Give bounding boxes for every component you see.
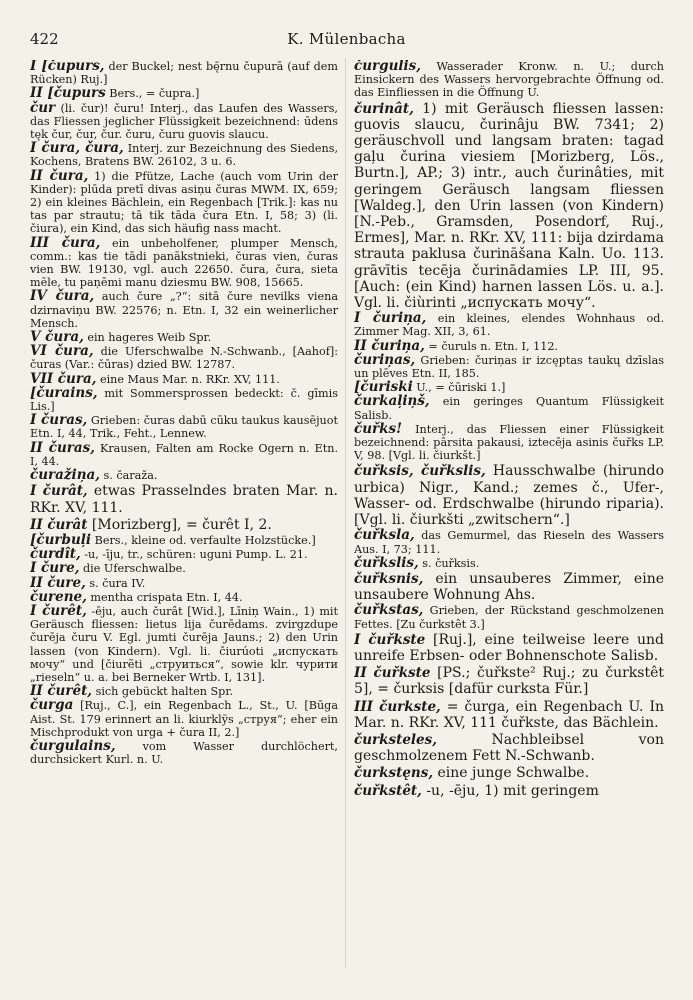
entry-headword: čurga bbox=[30, 697, 74, 714]
entry-headword: II čuriņa, bbox=[354, 337, 425, 354]
entry-text: mentha crispata Etn. I, 44. bbox=[86, 590, 243, 604]
entry-headword: VI čura, bbox=[30, 343, 94, 360]
dictionary-entry bbox=[354, 632, 664, 664]
dictionary-entry bbox=[30, 737, 338, 767]
entry-headword: čuřks! bbox=[354, 420, 403, 437]
entry-headword: I čuřkste bbox=[354, 631, 426, 648]
entry-text: -u, -ēju, 1) mit geringem bbox=[421, 782, 599, 799]
dictionary-entry bbox=[30, 469, 338, 482]
entry-headword: II čurêt, bbox=[30, 683, 93, 700]
dictionary-entry bbox=[354, 783, 664, 799]
entry-text: [PS.; čuřkste² Ruj.; zu čurkstêt 5], = čurksis [dafür curksta Für.] bbox=[354, 665, 664, 698]
dictionary-entry bbox=[30, 699, 338, 739]
entry-text: 1) die Pfütze, Lache (auch vom Urin der Kinder): plūda pretī divas asiņu čuras MWM. IX, 659; 2) ein kleines Bächlein, ein Regenbach [Trik.]: kas nu tas par strautu; tā tik tāda čura Etn. I, 58; 3) (li. čiura), ein Kind, das sich häufig nass macht. bbox=[30, 169, 338, 236]
page-number: 422 bbox=[30, 30, 59, 48]
dictionary-entry bbox=[30, 602, 338, 684]
dictionary-entry bbox=[354, 665, 664, 697]
dictionary-entry bbox=[354, 604, 664, 630]
dictionary-entry bbox=[354, 101, 664, 312]
page-header bbox=[30, 30, 663, 54]
dictionary-entry bbox=[30, 345, 338, 371]
dictionary-entry bbox=[30, 685, 338, 698]
entry-headword: čurkstęns, bbox=[354, 765, 434, 782]
entry-text: sich gebückt halten Spr. bbox=[92, 685, 233, 699]
dictionary-entry bbox=[30, 87, 338, 100]
entry-headword: II čure, bbox=[30, 574, 86, 591]
entry-headword: I čurêt, bbox=[30, 602, 87, 619]
entry-text: Hausschwalbe (hirundo urbica) Nigr., Kand.; zemes č., Ufer-, Wasser- od. Erdschwalbe (hirundo riparia). [Vgl. li. čiurkšti „zwitschern“.] bbox=[354, 463, 664, 529]
entry-headword: I čure, bbox=[30, 560, 80, 577]
entry-text: Nachbleibsel von geschmolzenem Fett N.-Schwanb. bbox=[354, 731, 664, 765]
entry-text: = čurga, ein Regenbach U. In Mar. n. RKr. XV, 111 čuřkste, das Bächlein. bbox=[354, 698, 664, 731]
dictionary-entry bbox=[30, 439, 338, 468]
entry-text: ein kleines, elendes Wohnhaus od. Zimmer Mag. XII, 3, 61. bbox=[354, 312, 664, 339]
entry-headword: IV čura, bbox=[30, 288, 95, 305]
dictionary-entry bbox=[354, 732, 664, 764]
entry-headword: čur bbox=[30, 99, 56, 116]
entry-headword: čurdît, bbox=[30, 546, 81, 563]
dictionary-entry bbox=[30, 167, 338, 236]
entry-text: = čuruls n. Etn. I, 112. bbox=[424, 339, 558, 353]
entry-headword: I [čupurs, bbox=[30, 60, 105, 74]
entry-text: -ēju, auch čurât [Wid.], Līniņ Wain., 1) mit Geräusch fliessen: lietus lija čurēdams. zvirgzdupe čurēja čuru V. Egl. jumti čurēja Jauns.; 2) den Urin lassen (von Kindern). Vgl. li. čiurúoti „испускать мочу“ und [čiurẽti „струиться“, sowie klr. чурити „rieseln“ u. a. bei Berneker Wrtb. I, 131]. bbox=[30, 604, 338, 684]
entry-text: der Buckel; nest bę̄rnu čupurā (auf dem Rücken) Ruj.] bbox=[30, 60, 338, 87]
entry-headword: čurgulains, bbox=[30, 737, 116, 754]
entry-text: eine junge Schwalbe. bbox=[433, 765, 590, 782]
left-column bbox=[30, 60, 338, 980]
entry-headword: čurinât, bbox=[354, 100, 414, 117]
entry-headword: čuražiņa, bbox=[30, 467, 100, 484]
entry-text: [Ruj., C.], ein Regenbach L., St., U. [Būga Aist. St. 179 erinnert an li. kiurklỹs „струя“; eher ein Mischprodukt von urga + čura II, 2.] bbox=[30, 699, 338, 739]
entry-text: -u, -īju, tr., schüren: uguni Pump. L. 21. bbox=[80, 548, 308, 562]
entry-text: Krausen, Falten am Rocke Ogern n. Etn. I, 44. bbox=[30, 441, 338, 468]
entry-text: Grieben: čuriņas ir izcęptas taukų dzīslas un plēves Etn. II, 185. bbox=[354, 353, 664, 381]
entry-text: s. čura IV. bbox=[85, 576, 146, 590]
entry-headword: I čura, čura, bbox=[30, 140, 124, 157]
entry-text: 1) mit Geräusch fliessen lassen: guovis slaucu, čurinâju BW. 7341; 2) geräuschvoll und langsam braten: tagad gaļu čurina viesiem [Morizberg, Lös., Burtn.], AP.; 3) intr., auch čurinâties, mit geringem Geräusch langsam fliessen [Waldeg.], den Urin lassen (von Kindern) [N.-Peb., Gramsden, Posendorf, Ruj., Ermes], Mar. n. RKr. XV, 111: bija dzirdama strauta paklusa čurināšana Kaln. Uo. 113. grāvītis tecēja čurinādamies LP. III, 95. [Auch: (ein Kind) harnen lassen Lös. u. a.]. Vgl. li. čiùrinti „испускать мочу“. bbox=[354, 100, 664, 312]
dictionary-entry bbox=[354, 463, 664, 528]
entry-headword: čuřksis, čuřkslis, bbox=[354, 463, 486, 480]
entry-headword: čuřksla, bbox=[354, 527, 415, 544]
entry-text: (li. čur)! čuru! Interj., das Laufen des Wassers, das Fliessen jeglicher Flüssigkeit bezeichnend: ūdens tęk čur, čur, čur. čuru, čuru guovis slaucu. bbox=[30, 101, 338, 142]
entry-text: Wasserader Kronw. n. U.; durch Einsickern des Wassers hervorgebrachte Öffnung od. das Einfliessen in die Öffnung U. bbox=[354, 60, 664, 100]
entry-text: Bers., = čupra.] bbox=[105, 87, 200, 101]
entry-text: ein geringes Quantum Flüssigkeit Salisb. bbox=[354, 395, 664, 422]
entry-text: s. čuřksis. bbox=[418, 556, 480, 570]
entry-text: Interj. zur Bezeichnung des Siedens, Kochens, Bratens BW. 26102, 3 u. 6. bbox=[30, 142, 338, 169]
dictionary-entry bbox=[354, 765, 664, 781]
entry-text: eine Maus Mar. n. RKr. XV, 111. bbox=[96, 372, 280, 386]
entry-headword: II čuřkste bbox=[354, 665, 431, 682]
entry-text: Grieben, der Rückstand geschmolzenen Fettes. [Zu čurkstêt 3.] bbox=[354, 604, 664, 631]
dictionary-entry bbox=[354, 312, 664, 338]
dictionary-entry bbox=[30, 142, 338, 168]
dictionary-entry bbox=[30, 60, 338, 86]
entry-text: [Ruj.], eine teilweise leere und unreife Erbsen- oder Bohnenschote Salisb. bbox=[354, 631, 664, 664]
entry-text: Grieben: čuras dabū cūku taukus kausējuot Etn. I, 44, Trik., Feht., Lennew. bbox=[30, 414, 338, 441]
entry-text: mit Sommersprossen bedeckt: č. gīmis Lis.] bbox=[30, 386, 338, 414]
entry-headword: II čurât bbox=[30, 516, 88, 533]
entry-text: auch čure „?“: sitā čure nevilks viena dzirnaviņu BW. 22576; n. Etn. I, 32 ein weinerlicher Mensch. bbox=[30, 290, 338, 330]
entry-headword: čuriņas, bbox=[354, 351, 416, 368]
entry-headword: III čurkste, bbox=[354, 698, 441, 715]
dictionary-entry bbox=[30, 234, 338, 290]
entry-headword: II čuras, bbox=[30, 439, 95, 456]
dictionary-entry bbox=[30, 517, 338, 533]
entry-text: s. čaraža. bbox=[99, 469, 158, 483]
entry-headword: II čura, bbox=[30, 167, 89, 184]
entry-headword: II [čupurs bbox=[30, 85, 106, 102]
entry-text: das Gemurmel, das Rieseln des Wassers Aus. I, 73; 111. bbox=[354, 529, 664, 556]
entry-text: ein unbeholfener, plumper Mensch, comm.: kas tie tādi panākstnieki, čuras vien, čuras vien BW. 19130, vgl. auch 22650. čura, čura, sieta mēle, tu paņēmi manu dziesmu BW. 908, 15665. bbox=[30, 236, 338, 290]
entry-headword: čuřksnis, bbox=[354, 570, 424, 587]
entry-headword: čuřkstêt, bbox=[354, 782, 422, 799]
dictionary-entry bbox=[30, 483, 338, 515]
entry-text: U., = čūriski 1.] bbox=[412, 381, 506, 395]
entry-headword: V čura, bbox=[30, 329, 84, 346]
entry-headword: čuřkslis, bbox=[354, 554, 419, 571]
entry-text: die Uferschwalbe N.-Schwanb., [Aahof]: čuras (Var.: čūras) dzied BW. 12787. bbox=[30, 345, 338, 372]
entry-headword: čurgulis, bbox=[354, 60, 421, 74]
dictionary-entry bbox=[30, 414, 338, 440]
dictionary-entry bbox=[354, 395, 664, 421]
dictionary-entry bbox=[30, 99, 338, 142]
entry-text: etwas Prasselndes braten Mar. n. RKr. XV, 111. bbox=[30, 483, 338, 516]
entry-headword: čurene, bbox=[30, 588, 87, 605]
entry-headword: čurksteles, bbox=[354, 731, 437, 748]
entry-text: vom Wasser durchlöchert, durchsickert Kurl. n. U. bbox=[30, 739, 338, 767]
running-head: K. Mülenbacha bbox=[287, 30, 406, 48]
entry-text: ein unsauberes Zimmer, eine unsaubere Wohnung Ahs. bbox=[354, 570, 664, 604]
dictionary-entry bbox=[30, 290, 338, 330]
entry-text: die Uferschwalbe. bbox=[79, 562, 186, 576]
entry-headword: III čura, bbox=[30, 234, 101, 251]
dictionary-entry bbox=[354, 351, 664, 381]
entry-headword: čuřkstas, bbox=[354, 602, 424, 619]
entry-text: [Morizberg], = čurêt I, 2. bbox=[87, 516, 272, 533]
entry-headword: I čurât, bbox=[30, 483, 88, 500]
entry-headword: čurkaļiņš, bbox=[354, 393, 430, 410]
entry-headword: [čurains, bbox=[30, 384, 98, 401]
dictionary-entry bbox=[354, 571, 664, 603]
dictionary-entry bbox=[354, 699, 664, 731]
entry-text: Interj., das Fliessen einer Flüssigkeit bezeichnend: pārsita pakausi, iztecēja asinis čuřks LP. V, 98. [Vgl. li. čiurkšt.] bbox=[354, 422, 664, 463]
entry-headword: VII čura, bbox=[30, 370, 97, 387]
right-column bbox=[354, 60, 664, 980]
column-divider bbox=[345, 58, 346, 968]
dictionary-entry bbox=[354, 554, 664, 571]
entry-headword: [čuriski bbox=[354, 379, 413, 396]
dictionary-entry bbox=[354, 529, 664, 555]
entry-headword: I čuras, bbox=[30, 412, 88, 429]
entry-headword: I čuriņa, bbox=[354, 310, 427, 327]
dictionary-entry bbox=[354, 60, 664, 100]
entry-text: Bers., kleine od. verfaulte Holzstücke.] bbox=[91, 533, 316, 547]
dictionary-entry bbox=[354, 420, 664, 463]
entry-text: ein hageres Weib Spr. bbox=[83, 331, 212, 345]
dictionary-entry bbox=[30, 384, 338, 414]
entry-headword: [čurbuļi bbox=[30, 531, 92, 548]
